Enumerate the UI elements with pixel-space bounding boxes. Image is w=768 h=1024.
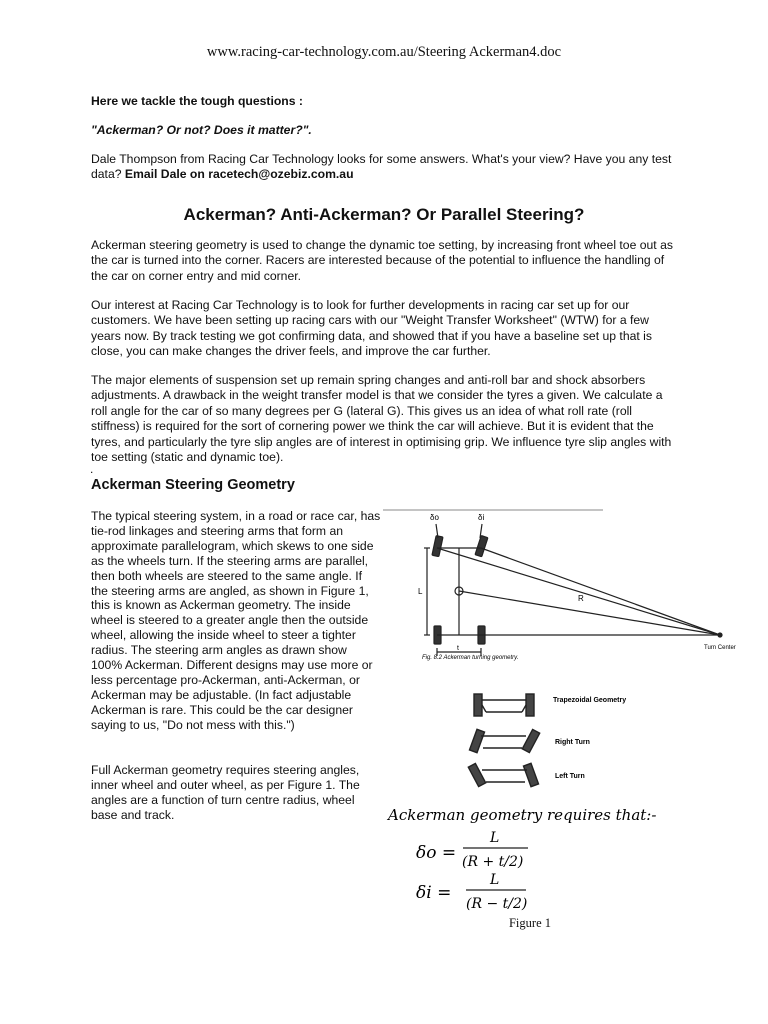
ray-outer (437, 548, 720, 635)
wheelbase-label: L (418, 587, 423, 596)
paragraph-2: Our interest at Racing Car Technology is to look for further developments in racing car set up for our customers. We have been setting up racing cars with our "Weight Transfer Worksheet" (WTW) for a few years now. By track testing we got confirming data, and showed that if you have a baseline set up that is close, you can make changes the driver feels, and improve the car further. (91, 298, 652, 359)
front-left-wheel (432, 536, 443, 557)
ray-cg (459, 591, 720, 635)
paragraph-3: The major elements of suspension set up remain spring changes and anti-roll bar and shock absorbers adjustments. A drawback in the weight transfer model is that we consider the tyres a given. We calculate a roll angle for the car of so many degrees per G (lateral G). This gives us an idea of what roll rate (roll stiffness) is required for the sort of cornering power we think the car will achieve. But it is evident that the tyres, and particularly the tyre slip angles are of interest in optimising grip. We influence tyre slip angles with toe setting (static and dynamic toe). (91, 373, 672, 465)
turn-center-point (718, 633, 722, 637)
right-turn-label: Right Turn (555, 739, 590, 746)
page-title: Ackerman? Anti-Ackerman? Or Parallel Steering? (183, 205, 585, 224)
equation-inner-denominator: (R − t/2) (466, 896, 528, 912)
equation-outer-lhs: δo = (416, 843, 457, 863)
geometry-caption: Fig. 8.2 Ackerman turning geometry. (422, 655, 519, 661)
ray-inner (481, 548, 720, 635)
trapezoidal-geometry-diagram (474, 694, 534, 716)
left-turn-label: Left Turn (555, 773, 585, 780)
column-paragraph-2: Full Ackerman geometry requires steering angles, inner wheel and outer wheel, as per Figure 1. The angles are a function of turn centre radius, wheel base and track. (91, 763, 360, 822)
delta-i-label: δi (478, 513, 485, 522)
column-paragraph-1: The typical steering system, in a road or race car, has tie-rod linkages and steering arms that form an approximate parallelogram, which skews to one side as the wheels turn. If the steering arms are parallel, then both wheels are steered to the same angle. If the steering arms are angled, as shown in Figure 1, this is known as Ackerman geometry. The inside wheel is steered to a greater angle then the outside wheel, allowing the inside wheel to steer a tighter radius. The steering arm angles as drawn show 100% Ackerman. Different designs may use more or less percentage pro-Ackerman, anti-Ackerman, or Ackerman may be adjustable. (In fact adjustable Ackerman is rare. This could be the car designer saying to us, "Do not mess with this.") (91, 509, 381, 732)
left-turn-diagram (468, 763, 538, 786)
front-right-wheel (475, 536, 488, 557)
figure-caption: Figure 1 (508, 916, 551, 930)
radius-label: R (578, 594, 584, 603)
equation-outer-numerator: L (490, 830, 500, 846)
paragraph-1: Ackerman steering geometry is used to change the dynamic toe setting, by increasing front wheel toe out as the car is turned into the corner. Racers are interested because of the potential to influence the handling of the car on corner entry and mid corner. (91, 238, 673, 283)
right-turn-diagram (469, 729, 539, 752)
delta-o-label: δo (430, 513, 439, 522)
intro-email-link[interactable]: Email Dale on racetech@ozebiz.com.au (124, 167, 354, 182)
document-header-url: www.racing-car-technology.com.au/Steering Ackerman4.doc (206, 44, 562, 60)
equation-outer-denominator: (R + t/2) (462, 854, 524, 870)
equation-inner-lhs: δi = (416, 883, 452, 903)
intro-author-text: Dale Thompson from Racing Car Technology looks for some answers. What's your view? Have you any test data? (91, 152, 672, 182)
intro-question-line: Here we tackle the tough questions : (91, 94, 303, 108)
equation-inner-numerator: L (490, 872, 500, 888)
intro-author-paragraph (91, 152, 681, 183)
stray-mark: . (90, 462, 94, 476)
trapezoidal-label: Trapezoidal Geometry (553, 697, 627, 704)
track-label: t (457, 645, 459, 652)
handwritten-note: Ackerman geometry requires that:- (388, 806, 657, 824)
intro-quote: "Ackerman? Or not? Does it matter?". (91, 123, 312, 137)
figure-1-diagram (378, 502, 768, 922)
turn-center-label: Turn Center (704, 645, 736, 651)
ackerman-geometry-diagram (424, 524, 722, 656)
section-heading: Ackerman Steering Geometry (91, 477, 295, 493)
